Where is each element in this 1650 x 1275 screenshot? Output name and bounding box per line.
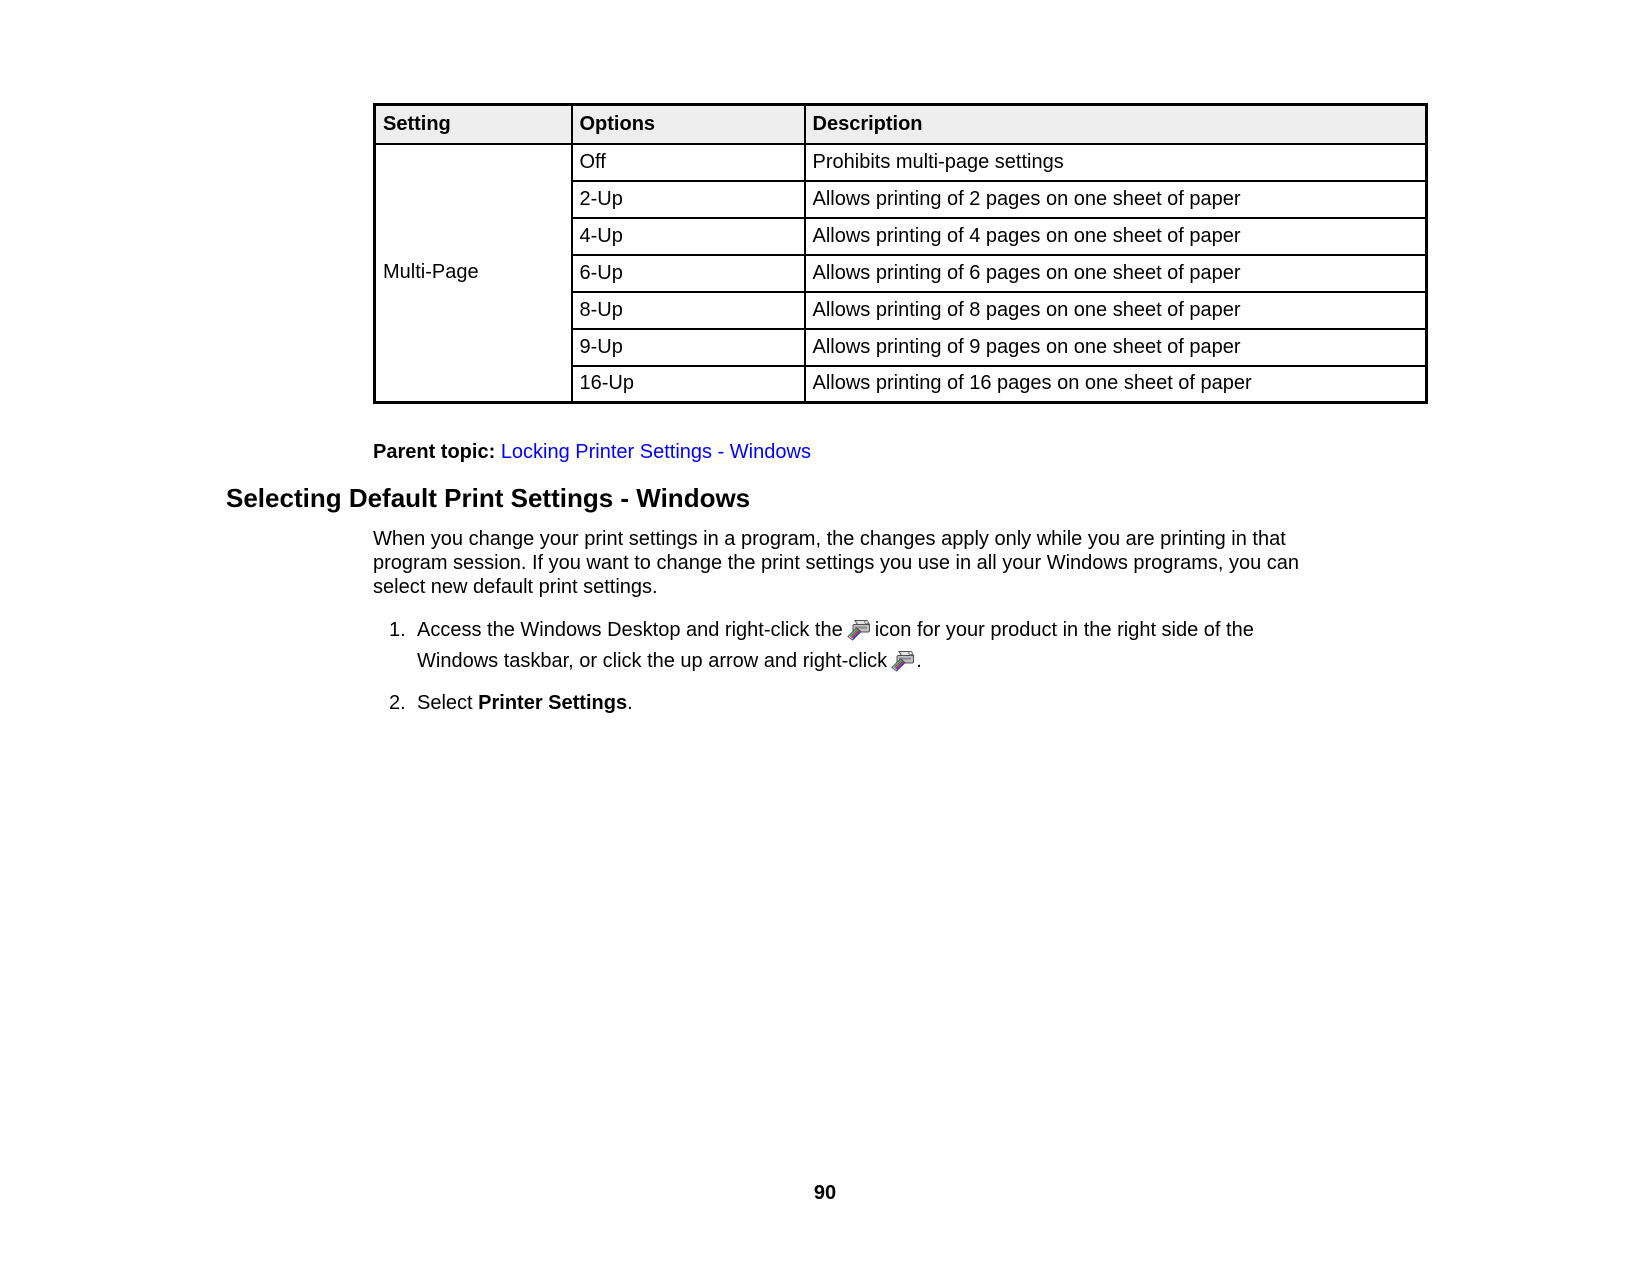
option-cell: 6-Up — [572, 255, 805, 292]
description-cell: Allows printing of 16 pages on one sheet of paper — [805, 366, 1427, 403]
step-1-line2-text: Windows taskbar, or click the up arrow and right-click — [417, 650, 888, 672]
intro-paragraph — [373, 527, 1299, 599]
intro-line: select new default print settings. — [373, 576, 658, 598]
option-cell: 8-Up — [572, 292, 805, 329]
step-2-prefix: Select — [417, 692, 473, 714]
parent-topic-label: Parent topic: — [373, 441, 496, 463]
step-1-line-1 — [389, 615, 1254, 646]
step-2-bold-text: Printer Settings — [478, 692, 628, 714]
step-1-line2-period: . — [916, 650, 922, 672]
option-cell: 4-Up — [572, 218, 805, 255]
description-cell: Allows printing of 2 pages on one sheet of paper — [805, 181, 1427, 218]
option-cell: 16-Up — [572, 366, 805, 403]
option-cell: Off — [572, 144, 805, 181]
option-cell: 9-Up — [572, 329, 805, 366]
column-header-setting: Setting — [375, 105, 572, 144]
step-1-number: 1. — [389, 619, 406, 641]
option-cell: 2-Up — [572, 181, 805, 218]
description-cell: Prohibits multi-page settings — [805, 144, 1427, 181]
product-printer-icon — [891, 648, 915, 672]
column-header-options: Options — [572, 105, 805, 144]
step-1-line-2 — [389, 646, 1254, 677]
step-2-suffix: . — [627, 692, 633, 714]
page-number: 90 — [813, 1182, 837, 1204]
parent-topic-link[interactable]: Locking Printer Settings - Windows — [500, 441, 811, 463]
section-heading: Selecting Default Print Settings - Windows — [226, 483, 751, 513]
description-cell: Allows printing of 8 pages on one sheet of paper — [805, 292, 1427, 329]
description-cell: Allows printing of 6 pages on one sheet of paper — [805, 255, 1427, 292]
table-header-row — [375, 105, 1427, 144]
product-printer-icon — [847, 617, 871, 641]
step-1-text-before-icon: Access the Windows Desktop and right-click the — [417, 619, 843, 641]
description-cell: Allows printing of 9 pages on one sheet of paper — [805, 329, 1427, 366]
setting-cell-multi-page: Multi-Page — [375, 144, 572, 403]
step-1 — [389, 615, 1254, 677]
column-header-description: Description — [805, 105, 1427, 144]
intro-line: program session. If you want to change the print settings you use in all your Windows programs, you can — [373, 552, 1300, 574]
step-2-line — [389, 691, 633, 715]
step-2-number: 2. — [389, 692, 406, 714]
intro-line: When you change your print settings in a program, the changes apply only while you are printing in that — [373, 528, 1286, 550]
step-1-text-after-icon: icon for your product in the right side of the — [874, 619, 1254, 641]
step-2 — [389, 691, 633, 715]
table-row — [375, 144, 1427, 181]
description-cell: Allows printing of 4 pages on one sheet of paper — [805, 218, 1427, 255]
print-settings-table — [373, 103, 1428, 404]
parent-topic-line — [373, 441, 811, 464]
